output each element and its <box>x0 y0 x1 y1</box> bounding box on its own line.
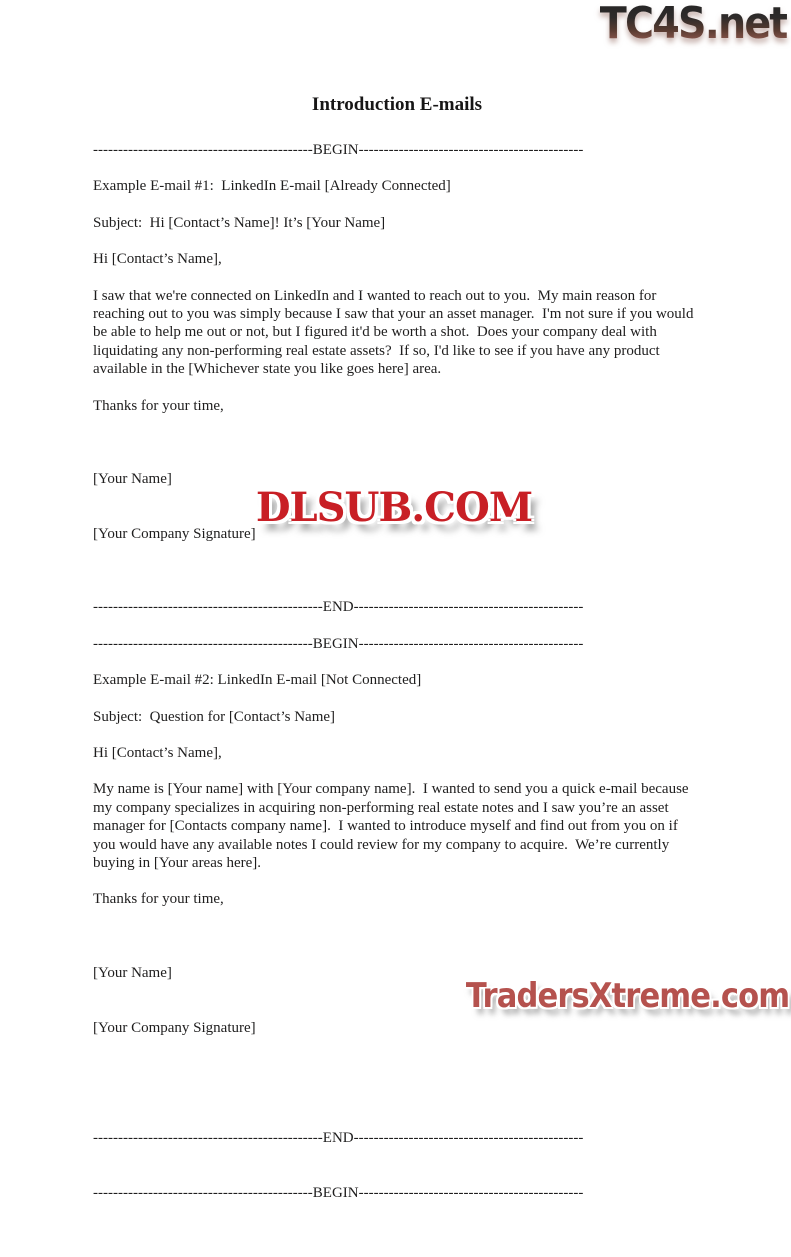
email1-closing: Thanks for your time, <box>93 397 224 414</box>
separator-begin-3: --------------------------------------------BEGIN--------------------------------------------- <box>93 1185 584 1202</box>
email1-subject: Subject: Hi [Contact’s Name]! It’s [Your Name] <box>93 214 386 231</box>
document-body <box>93 93 701 1257</box>
email2-subject: Subject: Question for [Contact’s Name] <box>93 708 336 725</box>
email1-signature-name: [Your Name] <box>93 470 172 487</box>
email2-signature-company: [Your Company Signature] <box>93 1019 256 1036</box>
email2-closing: Thanks for your time, <box>93 891 224 908</box>
email1-body: I saw that we're connected on LinkedIn and I wanted to reach out to you. My main reason for reaching out to you was simply because I saw that your an asset manager. I'm not sure if you would be able to help me out or not, but I figured it'd be worth a shot. Does your company deal with liquidating any non-performing real estate assets? If so, I'd like to see if you have any product available in the [Whichever state you like goes here] area. <box>93 287 698 378</box>
tradersxtreme-logo: TradersXtreme.com <box>465 976 789 1016</box>
separator-begin-1: --------------------------------------------BEGIN--------------------------------------------- <box>93 142 584 158</box>
email2-heading: Example E-mail #2: LinkedIn E-mail [Not Connected] <box>93 672 422 689</box>
email1-signature-company: [Your Company Signature] <box>93 526 256 543</box>
email1-greeting: Hi [Contact’s Name], <box>93 251 222 268</box>
email2-greeting: Hi [Contact’s Name], <box>93 744 222 761</box>
separator-begin-2: --------------------------------------------BEGIN--------------------------------------------- <box>93 635 584 652</box>
tc4s-logo: TC4S.net <box>600 0 787 49</box>
email2-body: My name is [Your name] with [Your company name]. I wanted to send you a quick e-mail because my company specializes in acquiring non-performing real estate notes and I saw you’re an asset manager for [Contacts company name]. I wanted to introduce myself and find out from you on if you would have any available notes I could review for my company to acquire. We’re currently buying in [Your areas here]. <box>93 781 693 871</box>
email2-signature-name: [Your Name] <box>93 964 172 981</box>
email1-heading: Example E-mail #1: LinkedIn E-mail [Already Connected] <box>93 178 451 195</box>
dlsub-watermark: DLSUB.COM <box>255 484 533 531</box>
separator-end-begin-pair <box>93 1092 701 1239</box>
separator-end-2: ----------------------------------------------END---------------------------------------------- <box>93 1129 584 1146</box>
separator-end-1: ----------------------------------------------END---------------------------------------------- <box>93 599 584 616</box>
page-title: Introduction E-mails <box>311 94 483 115</box>
